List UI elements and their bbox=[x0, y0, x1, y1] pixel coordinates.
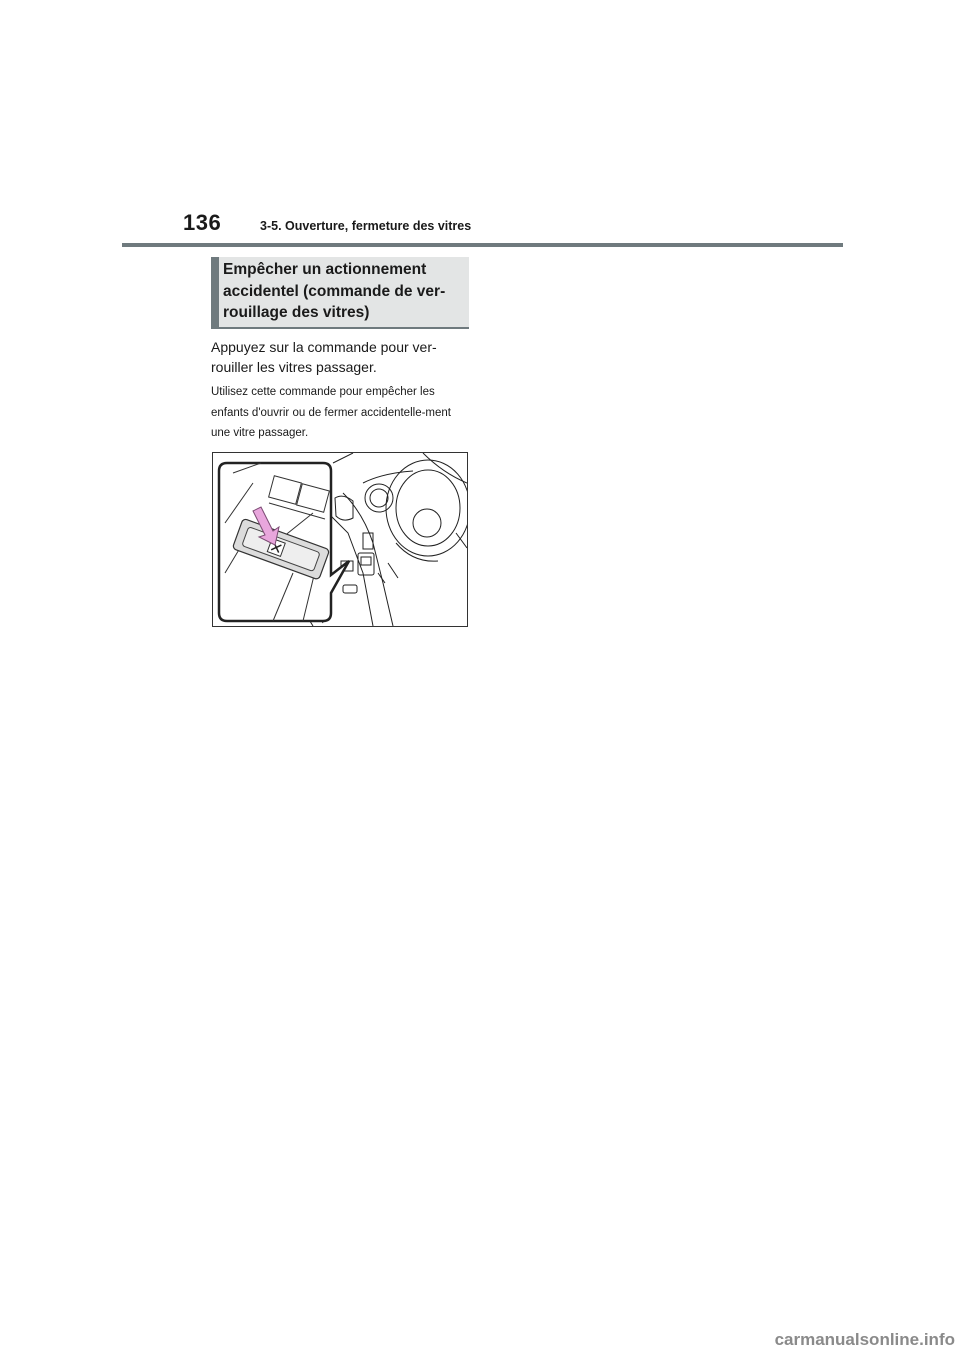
instruction-text: Appuyez sur la commande pour ver-rouiller les vitres passager. bbox=[211, 339, 437, 375]
section-heading-box bbox=[211, 257, 469, 329]
note-text: Utilisez cette commande pour empêcher les enfants d'ouvrir ou de fermer accidentelle-ment une vitre passager. bbox=[211, 386, 451, 439]
section-title: Empêcher un actionnement accidentel (commande de ver-rouillage des vitres) bbox=[223, 261, 446, 321]
section-heading-bar bbox=[211, 257, 219, 327]
window-lock-switch-illustration bbox=[213, 453, 467, 626]
header-rule bbox=[122, 243, 843, 247]
watermark: carmanualsonline.info bbox=[774, 1330, 955, 1349]
running-header: 3-5. Ouverture, fermeture des vitres bbox=[260, 219, 472, 233]
window-lock-switch-figure bbox=[212, 452, 468, 627]
page-number: 136 bbox=[183, 210, 222, 235]
